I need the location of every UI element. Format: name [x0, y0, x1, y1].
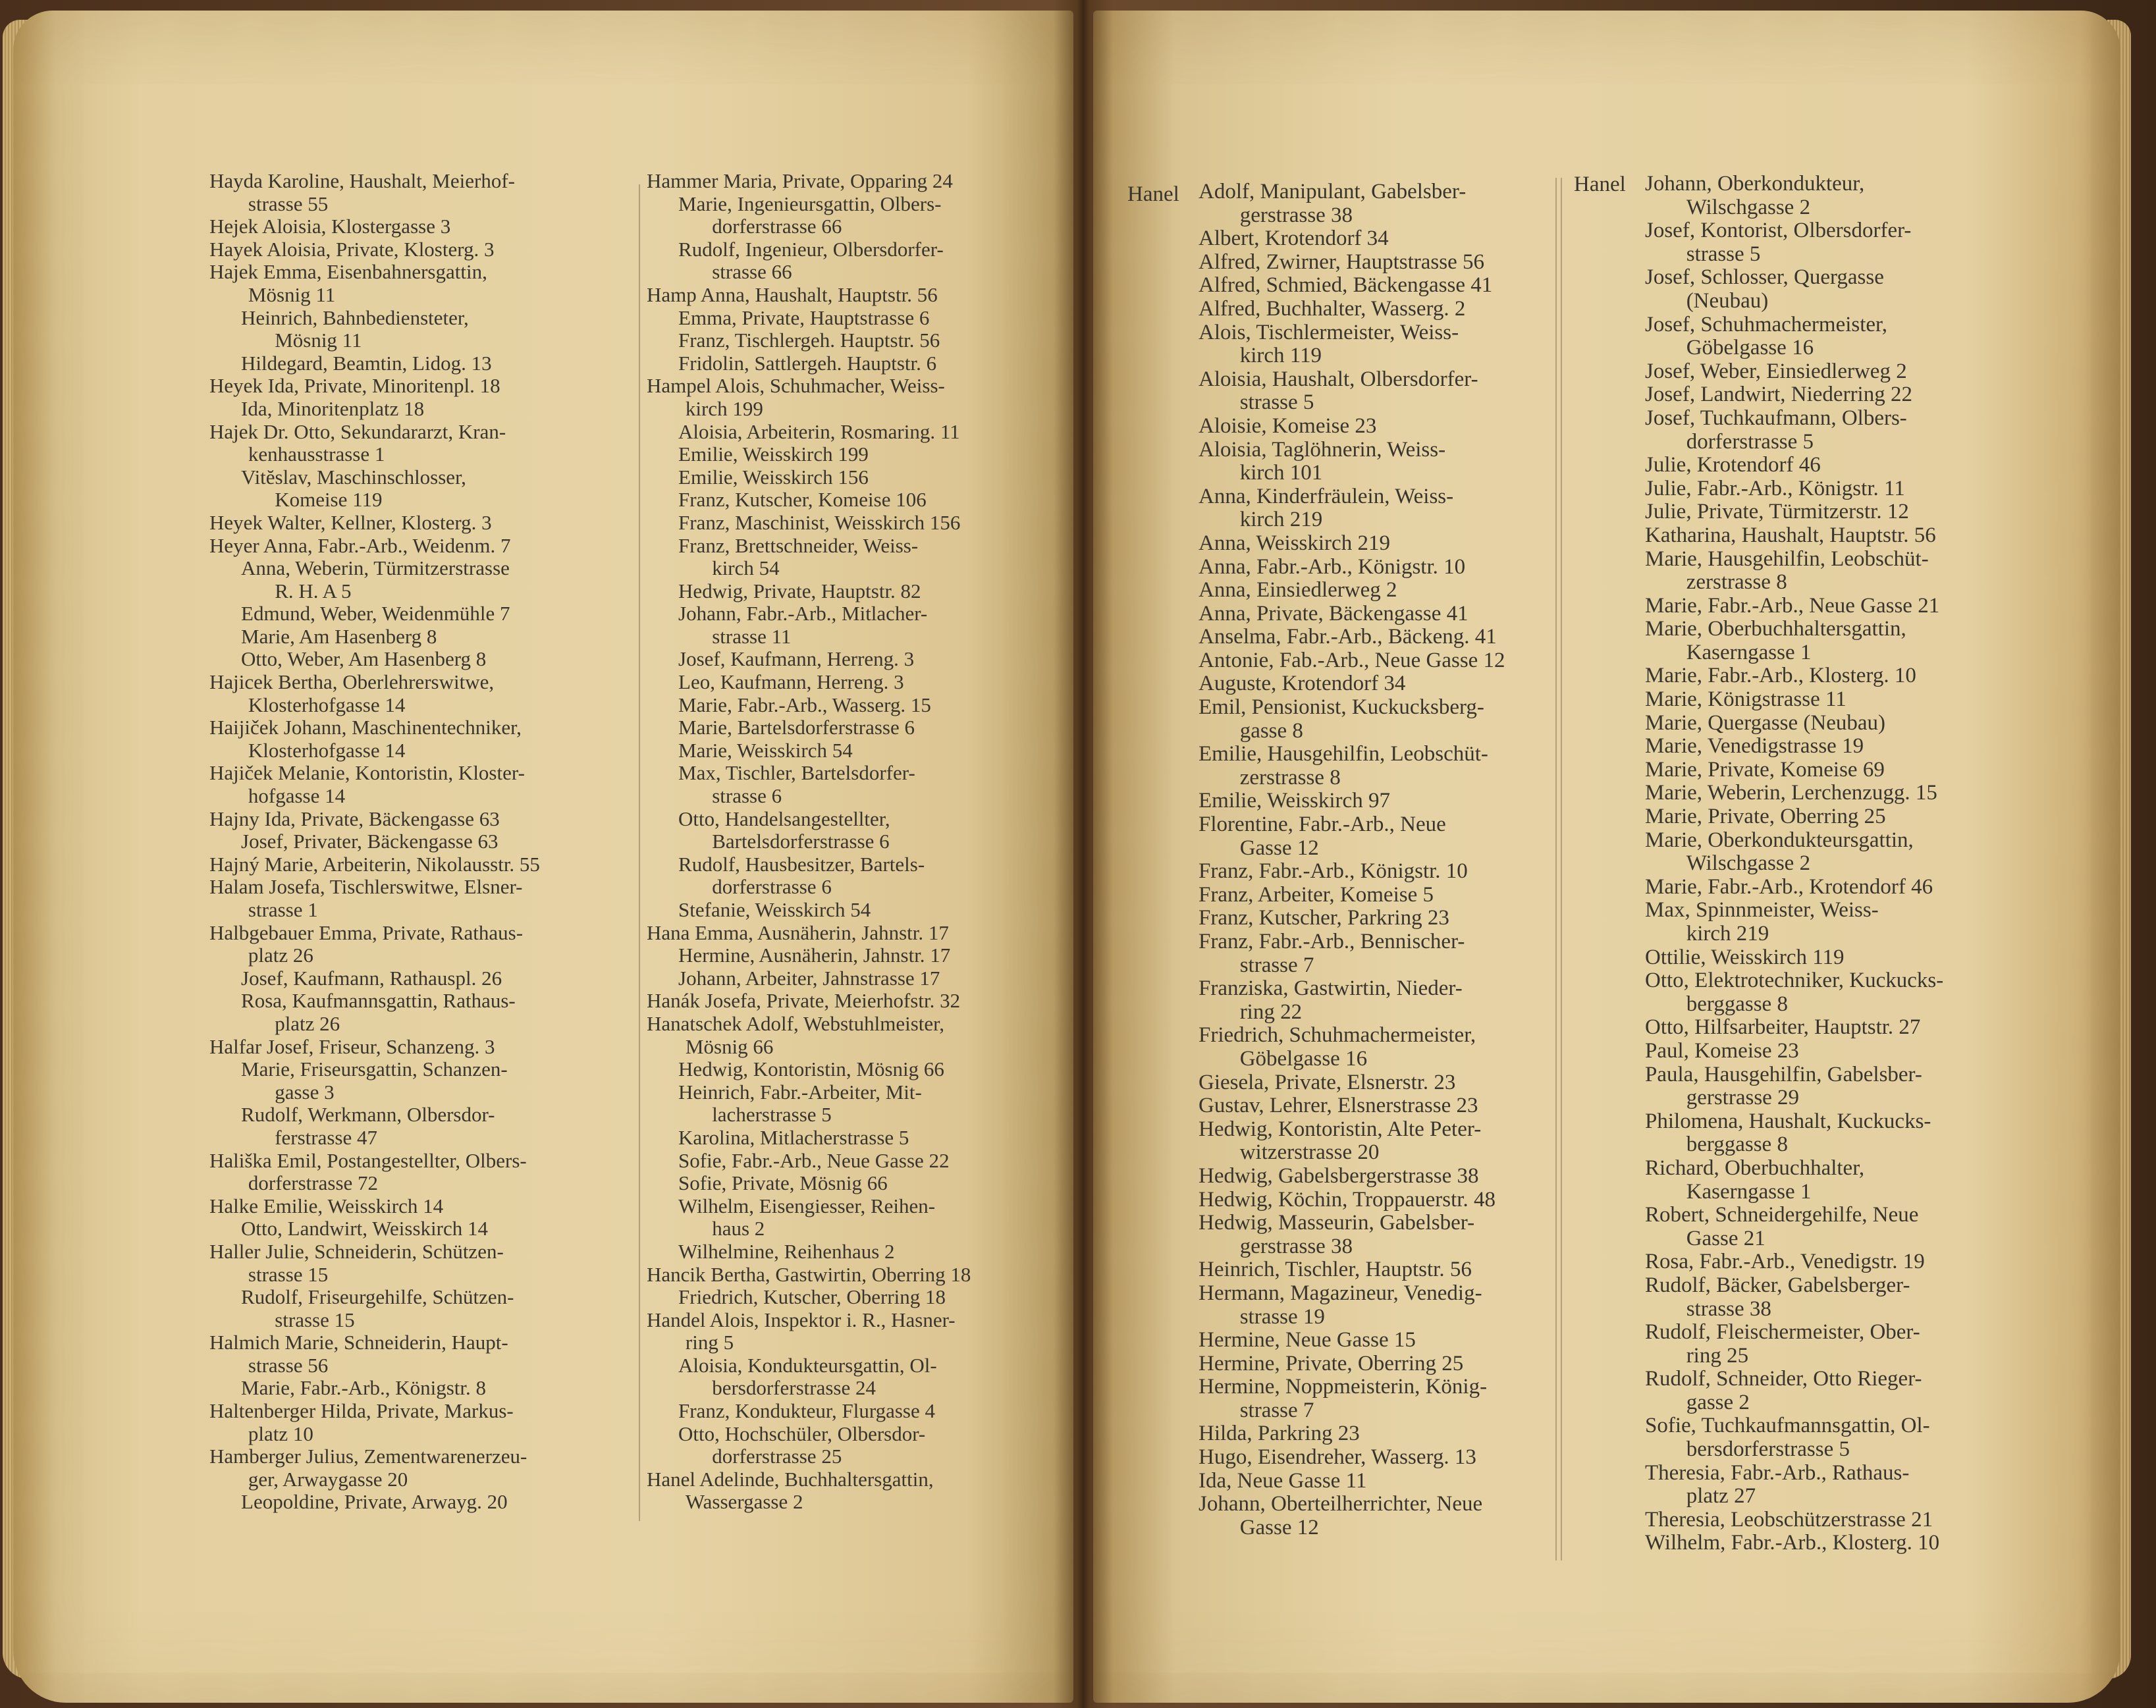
entry-continuation: ring 5 [685, 1331, 734, 1354]
entry-continuation: strasse 7 [1239, 953, 1314, 977]
entry-line: Hamp Anna, Haushalt, Hauptstr. 56 [647, 282, 938, 306]
entry-line: Rudolf, Schneider, Otto Rieger- [1645, 1367, 1922, 1391]
entry-line: Marie, Quergasse (Neubau) [1645, 710, 1885, 735]
entry-continuation: hofgasse 14 [248, 784, 346, 808]
sub-entry: Aloisia, Arbeiterin, Rosmaring. 11 [678, 419, 960, 443]
sub-entry: Otto, Landwirt, Weisskirch 14 [241, 1217, 488, 1241]
entry-line: Franziska, Gastwirtin, Nieder- [1199, 976, 1463, 1001]
entry-line: Hajny Ida, Private, Bäckengasse 63 [209, 807, 500, 830]
entry-line: Aloisia, Haushalt, Olbersdorfer- [1199, 367, 1478, 391]
sub-entry: Heinrich, Bahnbediensteter, [241, 306, 469, 329]
entry-continuation: Gasse 21 [1686, 1226, 1765, 1250]
entry-line: Marie, Oberbuchhaltersgattin, [1645, 617, 1906, 641]
entry-line: Haijiček Johann, Maschinentechniker, [209, 716, 522, 739]
sub-entry: Wilhelmine, Reihenhaus 2 [678, 1239, 895, 1263]
entry-line: Auguste, Krotendorf 34 [1199, 672, 1406, 696]
entry-line: Hajný Marie, Arbeiterin, Nikolausstr. 55 [209, 852, 540, 876]
entry-line: Hajek Dr. Otto, Sekundararzt, Kran- [209, 419, 506, 443]
sub-entry: Marie, Am Hasenberg 8 [241, 624, 437, 648]
entry-line: Hališka Emil, Postangestellter, Olbers- [209, 1148, 527, 1172]
entry-line: Antonie, Fab.-Arb., Neue Gasse 12 [1199, 648, 1505, 672]
entry-line: Julie, Private, Türmitzerstr. 12 [1645, 500, 1909, 524]
entry-line: Hajicek Bertha, Oberlehrerswitwe, [209, 670, 495, 694]
entry-line: Otto, Elektrotechniker, Kuckucks- [1645, 969, 1944, 993]
entry-line: Marie, Weberin, Lerchenzugg. 15 [1645, 781, 1937, 805]
entry-continuation: dorferstrasse 25 [712, 1445, 842, 1468]
entry-line: Hedwig, Masseurin, Gabelsber- [1199, 1211, 1475, 1235]
entry-continuation: ring 22 [1239, 1000, 1303, 1024]
entry-line: Aloisie, Komeise 23 [1199, 414, 1377, 438]
entry-line: Anna, Einsiedlerweg 2 [1199, 578, 1397, 602]
entry-line: Theresia, Fabr.-Arb., Rathaus- [1645, 1460, 1910, 1485]
entry-line: Emil, Pensionist, Kuckucksberg- [1199, 695, 1484, 720]
sub-entry: Franz, Maschinist, Weisskirch 156 [678, 510, 961, 534]
entry-line: Sofie, Tuchkaufmannsgattin, Ol- [1645, 1414, 1930, 1438]
entry-continuation: strasse 7 [1239, 1398, 1314, 1422]
column-divider [639, 184, 640, 1521]
entry-continuation: dorferstrasse 72 [248, 1171, 379, 1195]
entry-line: Hayek Aloisia, Private, Klosterg. 3 [209, 237, 495, 261]
entry-line: Alfred, Schmied, Bäckengasse 41 [1199, 273, 1493, 298]
sub-entry: Aloisia, Kondukteursgattin, Ol- [678, 1353, 937, 1377]
entry-line: Hermine, Noppmeisterin, König- [1199, 1375, 1488, 1399]
sub-entry: Rudolf, Friseurgehilfe, Schützen- [241, 1285, 514, 1309]
sub-entry: Franz, Kondukteur, Flurgasse 4 [678, 1399, 935, 1423]
sub-entry: Emilie, Weisskirch 156 [678, 465, 869, 489]
sub-entry: Josef, Kaufmann, Herreng. 3 [678, 647, 915, 671]
entry-line: Halfar Josef, Friseur, Schanzeng. 3 [209, 1034, 495, 1058]
entry-continuation: platz 27 [1686, 1484, 1756, 1508]
entry-continuation: dorferstrasse 5 [1686, 429, 1814, 454]
entry-line: Josef, Kontorist, Olbersdorfer- [1645, 219, 1912, 243]
entry-line: Hajiček Melanie, Kontoristin, Kloster- [209, 761, 525, 785]
entry-line: Paula, Hausgehilfin, Gabelsber- [1645, 1062, 1922, 1086]
entry-line: Heyek Walter, Kellner, Klosterg. 3 [209, 510, 492, 534]
entry-line: Friedrich, Schuhmachermeister, [1199, 1023, 1476, 1048]
sub-entry: Max, Tischler, Bartelsdorfer- [678, 761, 915, 785]
sub-entry: Wilhelm, Eisengiesser, Reihen- [678, 1194, 936, 1217]
entry-line: Alois, Tischlermeister, Weiss- [1199, 320, 1459, 344]
column-divider [1561, 178, 1562, 1561]
entry-continuation: witzerstrasse 20 [1239, 1140, 1380, 1165]
sub-entry: Franz, Brettschneider, Weiss- [678, 533, 919, 557]
sub-entry: Fridolin, Sattlergeh. Hauptstr. 6 [678, 351, 937, 375]
left-page-column-2 [647, 170, 1068, 1514]
right-page-column-2 [1645, 173, 2014, 1555]
entry-continuation: R. H. A 5 [275, 579, 352, 602]
left-page-column-1 [209, 170, 631, 1514]
entry-continuation: strasse 15 [248, 1262, 329, 1286]
entry-continuation: Gasse 12 [1239, 836, 1319, 860]
entry-continuation: Wilschgasse 2 [1686, 851, 1811, 876]
entry-line: Hanák Josefa, Private, Meierhofstr. 32 [647, 989, 961, 1013]
sub-entry: Rudolf, Ingenieur, Olbersdorfer- [678, 237, 944, 261]
sub-entry: Karolina, Mitlacherstrasse 5 [678, 1125, 909, 1149]
entry-continuation: gerstrasse 38 [1239, 1234, 1353, 1258]
entry-line: Franz, Fabr.-Arb., Königstr. 10 [1199, 859, 1468, 884]
entry-line: Hilda, Parkring 23 [1199, 1422, 1360, 1446]
entry-line: Marie, Fabr.-Arb., Neue Gasse 21 [1645, 593, 1940, 618]
entry-continuation: kirch 219 [1686, 922, 1769, 946]
entry-continuation: Mösnig 11 [275, 329, 362, 352]
sub-entry: Johann, Fabr.-Arb., Mitlacher- [678, 602, 928, 626]
entry-line: Florentine, Fabr.-Arb., Neue [1199, 813, 1446, 837]
entry-continuation: kirch 101 [1239, 461, 1323, 485]
entry-line: Franz, Arbeiter, Komeise 5 [1199, 882, 1434, 907]
sub-entry: Johann, Arbeiter, Jahnstrasse 17 [678, 966, 940, 990]
sub-entry: Leopoldine, Private, Arwayg. 20 [241, 1490, 508, 1514]
sub-entry: Edmund, Weber, Weidenmühle 7 [241, 602, 510, 626]
entry-continuation: kirch 199 [685, 396, 763, 420]
sub-entry: Anna, Weberin, Türmitzerstrasse [241, 556, 510, 580]
entry-line: Rudolf, Fleischermeister, Ober- [1645, 1320, 1920, 1345]
entry-continuation: berggasse 8 [1686, 1133, 1788, 1157]
entry-continuation: kirch 54 [712, 556, 780, 580]
entry-continuation: platz 26 [248, 944, 313, 967]
entry-continuation: Gasse 12 [1239, 1515, 1319, 1539]
sub-entry: Leo, Kaufmann, Herreng. 3 [678, 670, 904, 694]
entry-line: Halbgebauer Emma, Private, Rathaus- [209, 921, 524, 944]
entry-continuation: strasse 6 [712, 784, 782, 808]
entry-line: Julie, Krotendorf 46 [1645, 453, 1821, 477]
column-divider [1555, 178, 1557, 1561]
sub-entry: Josef, Kaufmann, Rathauspl. 26 [241, 966, 502, 990]
entry-line: Albert, Krotendorf 34 [1199, 227, 1389, 251]
sub-entry: Hildegard, Beamtin, Lidog. 13 [241, 351, 492, 375]
entry-line: Ida, Neue Gasse 11 [1199, 1468, 1367, 1493]
entry-line: Marie, Hausgehilfin, Leobschüt- [1645, 547, 1929, 571]
entry-line: Theresia, Leobschützerstrasse 21 [1645, 1507, 1933, 1532]
entry-continuation: strasse 5 [1686, 242, 1761, 266]
entry-line: Halmich Marie, Schneiderin, Haupt- [209, 1331, 508, 1354]
entry-line: Hancik Bertha, Gastwirtin, Oberring 18 [647, 1262, 971, 1286]
entry-line: Hedwig, Gabelsbergerstrasse 38 [1199, 1163, 1479, 1188]
entry-continuation: strasse 19 [1239, 1304, 1325, 1329]
entry-continuation: gerstrasse 29 [1686, 1086, 1800, 1110]
surname-heading: Hanel [1127, 182, 1179, 206]
entry-line: Hermine, Private, Oberring 25 [1199, 1351, 1464, 1375]
sub-entry: Hedwig, Kontoristin, Mösnig 66 [678, 1057, 944, 1081]
entry-continuation: strasse 1 [248, 898, 318, 921]
entry-line: Josef, Schlosser, Quergasse [1645, 265, 1884, 290]
sub-entry: Heinrich, Fabr.-Arbeiter, Mit- [678, 1080, 922, 1104]
entry-line: Hedwig, Kontoristin, Alte Peter- [1199, 1117, 1482, 1141]
entry-continuation: Mösnig 11 [248, 282, 336, 306]
sub-entry: Otto, Handelsangestellter, [678, 807, 890, 830]
sub-entry: Friedrich, Kutscher, Oberring 18 [678, 1285, 946, 1309]
entry-continuation: Kaserngasse 1 [1686, 1179, 1812, 1204]
sub-entry: Otto, Weber, Am Hasenberg 8 [241, 647, 487, 671]
entry-continuation: ger, Arwaygasse 20 [248, 1467, 408, 1491]
entry-line: Heyer Anna, Fabr.-Arb., Weidenm. 7 [209, 533, 511, 557]
entry-line: Johann, Oberteilherrichter, Neue [1199, 1492, 1483, 1516]
sub-entry: Ida, Minoritenplatz 18 [241, 396, 425, 420]
entry-continuation: bersdorferstrasse 5 [1686, 1437, 1850, 1462]
entry-continuation: strasse 56 [248, 1353, 329, 1377]
entry-line: Franz, Kutscher, Parkring 23 [1199, 906, 1449, 930]
entry-line: Julie, Fabr.-Arb., Königstr. 11 [1645, 476, 1905, 500]
entry-line: Aloisia, Taglöhnerin, Weiss- [1199, 437, 1446, 462]
entry-continuation: strasse 5 [1239, 390, 1314, 415]
sub-entry: Otto, Hochschüler, Olbersdor- [678, 1422, 926, 1445]
entry-line: Anna, Private, Bäckengasse 41 [1199, 601, 1469, 626]
sub-entry: Emilie, Weisskirch 199 [678, 442, 869, 466]
surname-heading: Hanel [1574, 173, 1626, 196]
entry-line: Hammer Maria, Private, Opparing 24 [647, 169, 953, 192]
entry-continuation: ring 25 [1686, 1343, 1749, 1368]
entry-line: Philomena, Haushalt, Kuckucks- [1645, 1109, 1931, 1133]
entry-line: Hermann, Magazineur, Venedig- [1199, 1281, 1482, 1305]
entry-continuation: Klosterhofgasse 14 [248, 693, 406, 716]
entry-continuation: gasse 8 [1239, 718, 1303, 743]
entry-line: Heinrich, Tischler, Hauptstr. 56 [1199, 1258, 1472, 1282]
entry-line: Josef, Tuchkaufmann, Olbers- [1645, 406, 1907, 430]
entry-continuation: strasse 55 [248, 192, 329, 215]
entry-line: Rosa, Fabr.-Arb., Venedigstr. 19 [1645, 1250, 1925, 1274]
entry-line: Katharina, Haushalt, Hauptstr. 56 [1645, 523, 1936, 547]
entry-line: Alfred, Zwirner, Hauptstrasse 56 [1199, 250, 1484, 274]
entry-continuation: kirch 119 [1239, 344, 1322, 368]
entry-line: Handel Alois, Inspektor i. R., Hasner- [647, 1308, 956, 1331]
sub-entry: Marie, Ingenieursgattin, Olbers- [678, 192, 942, 215]
entry-line: Marie, Fabr.-Arb., Klosterg. 10 [1645, 664, 1916, 688]
entry-continuation: gasse 3 [275, 1080, 335, 1104]
entry-line: Hanatschek Adolf, Webstuhlmeister, [647, 1011, 944, 1035]
entry-line: Marie, Oberkondukteursgattin, [1645, 828, 1914, 852]
sub-entry: Franz, Tischlergeh. Hauptstr. 56 [678, 329, 940, 352]
sub-entry: Hedwig, Private, Hauptstr. 82 [678, 579, 921, 602]
entry-line: Otto, Hilfsarbeiter, Hauptstr. 27 [1645, 1015, 1921, 1040]
right-page-column-1 [1199, 180, 1567, 1539]
entry-line: Anna, Fabr.-Arb., Königstr. 10 [1199, 554, 1466, 579]
entry-line: Hanel Adelinde, Buchhaltersgattin, [647, 1467, 934, 1491]
entry-line: Marie, Private, Komeise 69 [1645, 757, 1885, 782]
entry-continuation: Bartelsdorferstrasse 6 [712, 830, 890, 853]
entry-continuation: strasse 15 [275, 1308, 355, 1331]
entry-continuation: strasse 11 [712, 624, 792, 648]
entry-line: Josef, Schuhmachermeister, [1645, 312, 1887, 336]
entry-continuation: lacherstrasse 5 [712, 1103, 832, 1127]
sub-entry: Marie, Fabr.-Arb., Königstr. 8 [241, 1376, 487, 1400]
entry-continuation: Klosterhofgasse 14 [248, 738, 406, 762]
entry-continuation: Mösnig 66 [685, 1034, 774, 1058]
entry-continuation: Göbelgasse 16 [1686, 336, 1814, 360]
sub-entry: Vitĕslav, Maschinschlosser, [241, 465, 466, 489]
entry-continuation: strasse 38 [1686, 1296, 1771, 1321]
entry-line: Emilie, Weisskirch 97 [1199, 789, 1390, 813]
entry-continuation: haus 2 [712, 1217, 765, 1241]
entry-continuation: Wassergasse 2 [685, 1490, 803, 1514]
entry-line: Adolf, Manipulant, Gabelsber- [1199, 180, 1467, 203]
entry-line: Franz, Fabr.-Arb., Bennischer- [1199, 930, 1465, 953]
sub-entry: Hermine, Ausnäherin, Jahnstr. 17 [678, 944, 951, 967]
sub-entry: Marie, Friseursgattin, Schanzen- [241, 1057, 508, 1081]
entry-continuation: kirch 219 [1239, 508, 1323, 532]
entry-line: Hajek Emma, Eisenbahnersgattin, [209, 260, 487, 284]
entry-line: Hayda Karoline, Haushalt, Meierhof- [209, 169, 515, 192]
entry-line: Marie, Private, Oberring 25 [1645, 805, 1886, 829]
entry-line: Johann, Oberkondukteur, [1645, 172, 1865, 196]
entry-line: Ottilie, Weisskirch 119 [1645, 945, 1845, 969]
entry-line: Max, Spinnmeister, Weiss- [1645, 898, 1879, 922]
sub-entry: Emma, Private, Hauptstrasse 6 [678, 306, 930, 329]
sub-entry: Marie, Bartelsdorferstrasse 6 [678, 716, 915, 739]
entry-continuation: gerstrasse 38 [1239, 203, 1353, 227]
entry-continuation: platz 10 [248, 1422, 313, 1445]
entry-continuation: kenhausstrasse 1 [248, 442, 385, 466]
entry-line: Emilie, Hausgehilfin, Leobschüt- [1199, 742, 1488, 766]
entry-line: Paul, Komeise 23 [1645, 1038, 1799, 1063]
entry-continuation: dorferstrasse 6 [712, 875, 832, 899]
entry-continuation: platz 26 [275, 1011, 340, 1035]
entry-continuation: bersdorferstrasse 24 [712, 1376, 876, 1400]
entry-continuation: dorferstrasse 66 [712, 215, 842, 238]
entry-line: Hermine, Neue Gasse 15 [1199, 1328, 1416, 1352]
sub-entry: Stefanie, Weisskirch 54 [678, 898, 871, 921]
entry-line: Hugo, Eisendreher, Wasserg. 13 [1199, 1445, 1476, 1470]
entry-line: Wilhelm, Fabr.-Arb., Klosterg. 10 [1645, 1531, 1940, 1555]
entry-line: Richard, Oberbuchhalter, [1645, 1156, 1865, 1180]
sub-entry: Sofie, Fabr.-Arb., Neue Gasse 22 [678, 1148, 950, 1172]
entry-line: Anna, Kinderfräulein, Weiss- [1199, 484, 1454, 508]
entry-continuation: ferstrasse 47 [275, 1125, 377, 1149]
entry-continuation: gasse 2 [1686, 1390, 1750, 1414]
entry-continuation: strasse 66 [712, 260, 792, 284]
sub-entry: Josef, Privater, Bäckengasse 63 [241, 830, 499, 853]
entry-line: Hamberger Julius, Zementwarenerzeu- [209, 1445, 527, 1468]
entry-line: Gustav, Lehrer, Elsnerstrasse 23 [1199, 1094, 1478, 1118]
entry-line: Marie, Venedigstrasse 19 [1645, 734, 1864, 759]
entry-line: Marie, Fabr.-Arb., Krotendorf 46 [1645, 874, 1933, 899]
sub-entry: Rudolf, Werkmann, Olbersdor- [241, 1103, 495, 1127]
entry-line: Marie, Königstrasse 11 [1645, 687, 1846, 712]
entry-continuation: Kaserngasse 1 [1686, 640, 1812, 664]
sub-entry: Marie, Weisskirch 54 [678, 738, 853, 762]
entry-continuation: Komeise 119 [275, 488, 383, 512]
entry-continuation: Wilschgasse 2 [1686, 195, 1811, 219]
entry-line: Hedwig, Köchin, Troppauerstr. 48 [1199, 1187, 1496, 1212]
sub-entry: Rosa, Kaufmannsgattin, Rathaus- [241, 989, 516, 1013]
entry-line: Anselma, Fabr.-Arb., Bäckeng. 41 [1199, 625, 1497, 649]
entry-line: Giesela, Private, Elsnerstr. 23 [1199, 1070, 1456, 1094]
entry-line: Hana Emma, Ausnäherin, Jahnstr. 17 [647, 921, 949, 944]
entry-line: Halam Josefa, Tischlerswitwe, Elsner- [209, 875, 523, 899]
entry-line: Haltenberger Hilda, Private, Markus- [209, 1399, 514, 1423]
entry-line: Robert, Schneidergehilfe, Neue [1645, 1203, 1919, 1227]
sub-entry: Franz, Kutscher, Komeise 106 [678, 488, 927, 512]
sub-entry: Sofie, Private, Mösnig 66 [678, 1171, 888, 1195]
entry-line: Anna, Weisskirch 219 [1199, 531, 1390, 555]
entry-continuation: Göbelgasse 16 [1239, 1046, 1368, 1071]
entry-line: Alfred, Buchhalter, Wasserg. 2 [1199, 296, 1466, 321]
entry-continuation: (Neubau) [1686, 288, 1769, 313]
entry-line: Rudolf, Bäcker, Gabelsberger- [1645, 1273, 1910, 1297]
entry-line: Hejek Aloisia, Klostergasse 3 [209, 215, 451, 238]
entry-continuation: zerstrasse 8 [1239, 765, 1341, 789]
entry-line: Hampel Alois, Schuhmacher, Weiss- [647, 374, 945, 398]
entry-line: Haller Julie, Schneiderin, Schützen- [209, 1239, 504, 1263]
entry-continuation: berggasse 8 [1686, 992, 1788, 1016]
sub-entry: Marie, Fabr.-Arb., Wasserg. 15 [678, 693, 931, 716]
entry-line: Heyek Ida, Private, Minoritenpl. 18 [209, 374, 500, 398]
entry-line: Josef, Landwirt, Niederring 22 [1645, 383, 1912, 407]
entry-line: Halke Emilie, Weisskirch 14 [209, 1194, 444, 1217]
sub-entry: Rudolf, Hausbesitzer, Bartels- [678, 852, 925, 876]
entry-continuation: zerstrasse 8 [1686, 570, 1787, 595]
entry-line: Josef, Weber, Einsiedlerweg 2 [1645, 359, 1907, 383]
